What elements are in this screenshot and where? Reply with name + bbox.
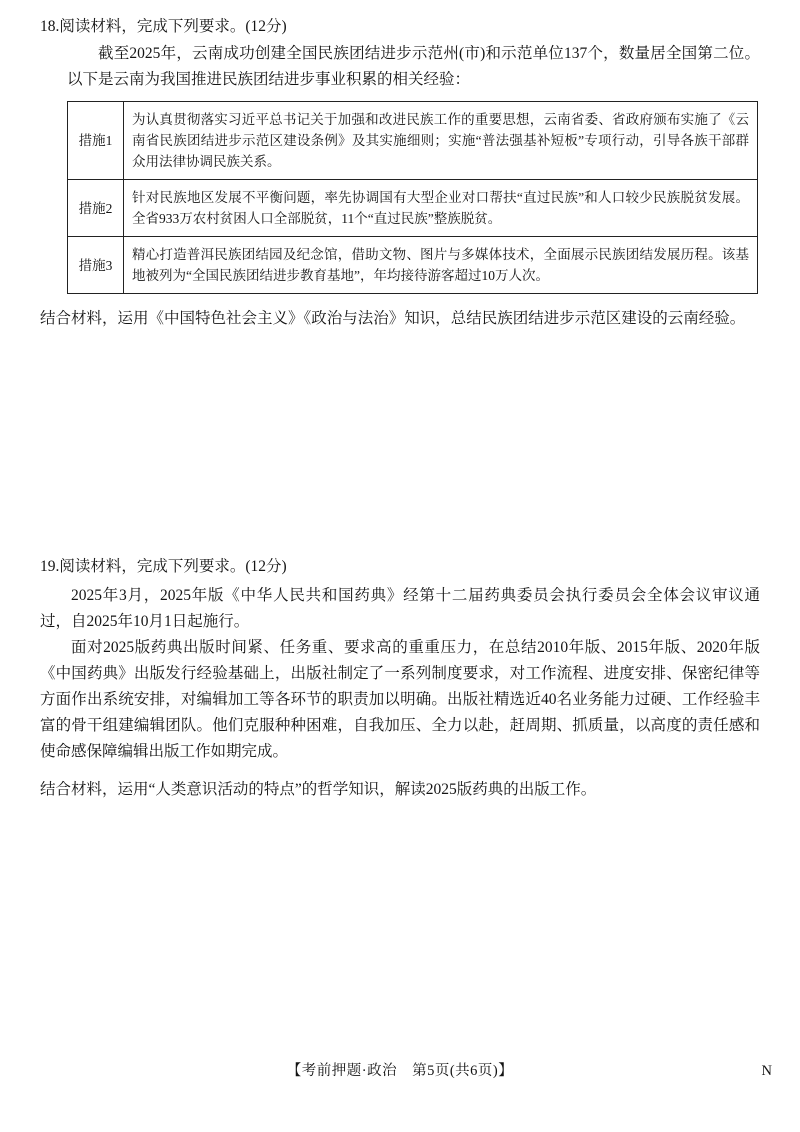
measures-table bbox=[67, 101, 758, 294]
question-19-heading: 19.阅读材料，完成下列要求。(12分) bbox=[40, 558, 287, 575]
question-19-para1: 2025年3月，2025年版《中华人民共和国药典》经第十二届药典委员会执行委员会全体会议审议通过，自2025年10月1日起施行。 bbox=[40, 587, 760, 630]
question-19 bbox=[40, 554, 760, 803]
table-row-measure-3 bbox=[68, 237, 758, 294]
question-19-para2: 面对2025版药典出版时间紧、任务重、要求高的重重压力，在总结2010年版、2015年版、2020年版《中国药典》出版发行经验基础上，出版社制定了一系列制度要求，对工作流程、进度安排、保密纪律等方面作出系统安排，对编辑加工等各环节的职责加以明确。出版社精选近40名业务能力过硬、工作经验丰富的骨干组建编辑团队。他们克服种种困难，自我加压、全力以赴，赶周期、抓质量，以高度的责任感和使命感保障编辑出版工作如期完成。 bbox=[40, 639, 760, 760]
question-18-heading: 18.阅读材料，完成下列要求。(12分) bbox=[40, 18, 287, 35]
table-row-measure-1 bbox=[68, 102, 758, 180]
measure-2-content: 针对民族地区发展不平衡问题，率先协调国有大型企业对口帮扶“直过民族”和人口较少民族脱贫发展。全省933万农村贫困人口全部脱贫，11个“直过民族”整族脱贫。 bbox=[124, 180, 758, 237]
question-18-intro: 截至2025年，云南成功创建全国民族团结进步示范州(市)和示范单位137个，数量居全国第二位。以下是云南为我国推进民族团结进步事业积累的相关经验： bbox=[67, 45, 760, 88]
page-footer: 【考前押题·政治 第5页(共6页)】 bbox=[286, 1063, 514, 1079]
measure-1-label: 措施1 bbox=[68, 102, 124, 180]
question-19-task: 结合材料，运用“人类意识活动的特点”的哲学知识，解读2025版药典的出版工作。 bbox=[40, 781, 597, 798]
measure-2-label: 措施2 bbox=[68, 180, 124, 237]
table-row-measure-2 bbox=[68, 180, 758, 237]
measure-3-content: 精心打造普洱民族团结园及纪念馆，借助文物、图片与多媒体技术，全面展示民族团结发展历程。该基地被列为“全国民族团结进步教育基地”，年均接待游客超过10万人次。 bbox=[124, 237, 758, 294]
page-marker: N bbox=[761, 1063, 772, 1079]
measure-1-content: 为认真贯彻落实习近平总书记关于加强和改进民族工作的重要思想，云南省委、省政府颁布实施了《云南省民族团结进步示范区建设条例》及其实施细则；实施“普法强基补短板”专项行动，引导各族干部群众用法律协调民族关系。 bbox=[124, 102, 758, 180]
question-18-task: 结合材料，运用《中国特色社会主义》《政治与法治》知识，总结民族团结进步示范区建设的云南经验。 bbox=[40, 310, 746, 327]
question-18 bbox=[40, 14, 760, 332]
measure-3-label: 措施3 bbox=[68, 237, 124, 294]
